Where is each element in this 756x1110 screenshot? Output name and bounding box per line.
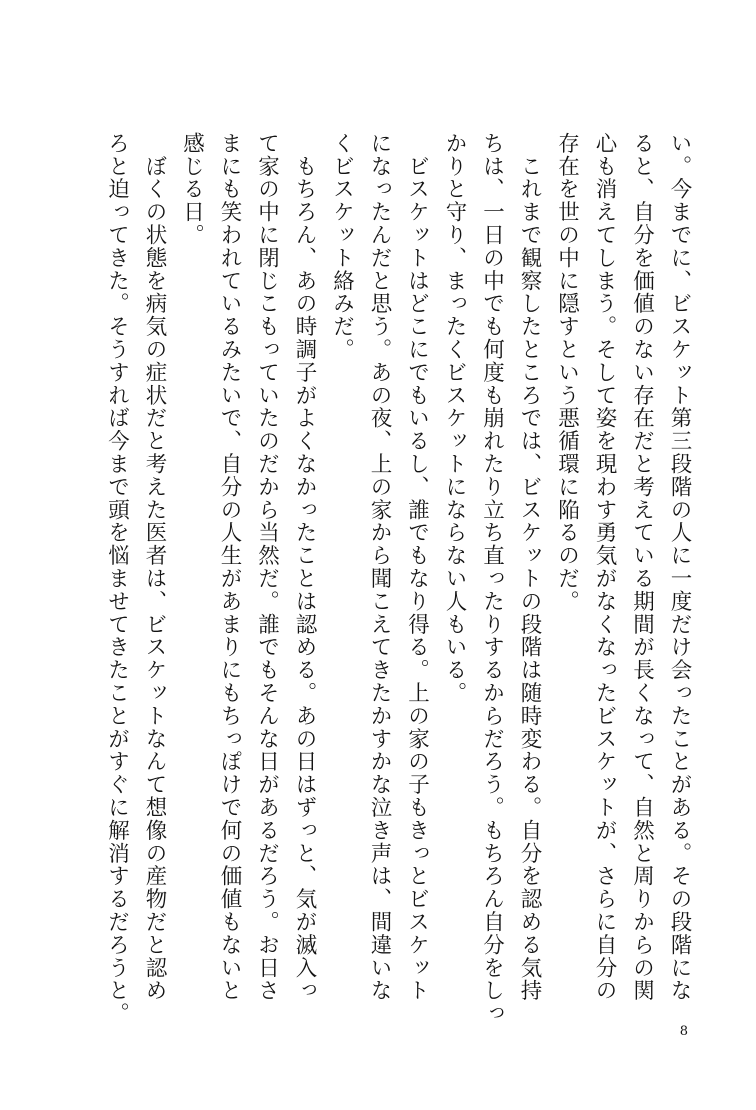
text-line: 存在を世の中に隠すという悪循環に陥るのだ。 (554, 132, 580, 613)
text-line: ろと迫ってきた。そうすれば今まで頭を悩ませてきたことがすぐに解消するだろうと。 (104, 132, 130, 1026)
text-line: かりと守り、まったくビスケットにならない人もいる。 (442, 132, 467, 705)
page-number: 8 (679, 1024, 688, 1039)
text-line: ビスケットはどこにでもいるし、誰でもなり得る。上の家の子もきっとビスケット (404, 132, 430, 1003)
text-line: ぼくの状態を病気の症状だと考えた医者は、ビスケットなんて想像の産物だと認め (142, 132, 167, 1003)
text-line: これまで観察したところでは、ビスケットの段階は随時変わる。自分を認める気持 (517, 132, 542, 1003)
paragraph (548, 132, 698, 1003)
text-line: ると、自分を価値のない存在だと考えている期間が長くなって、自然と周りからの関 (629, 132, 655, 1003)
text-line: くビスケット絡みだ。 (329, 132, 355, 361)
vertical-text-body (98, 132, 698, 1026)
paragraph (323, 132, 436, 1003)
paragraph (98, 132, 173, 1026)
text-line: い。今までに、ビスケット第三段階の人に一度だけ会ったことがある。その段階にな (667, 132, 692, 1003)
text-line: になったんだと思う。あの夜、上の家から聞こえてきたかすかな泣き声は、間違いな (367, 132, 392, 1003)
text-line: 感じる日。 (179, 132, 205, 247)
paragraph (436, 132, 549, 1026)
paragraph (173, 132, 323, 1003)
text-line: もちろん、あの時調子がよくなかったことは認める。あの日はずっと、気が滅入っ (292, 132, 317, 1003)
text-line: ちは、一日の中でも何度も崩れたり立ち直ったりするからだろう。もちろん自分をしっ (479, 132, 505, 1026)
text-line: て家の中に閉じこもっていたのだから当然だ。誰でもそんな日があるだろう。お日さ (254, 132, 280, 1003)
text-line: 心も消えてしまう。そして姿を現わす勇気がなくなったビスケットが、さらに自分の (592, 132, 617, 1003)
text-line: まにも笑われているみたいで、自分の人生があまりにもちっぽけで何の価値もないと (217, 132, 242, 1003)
